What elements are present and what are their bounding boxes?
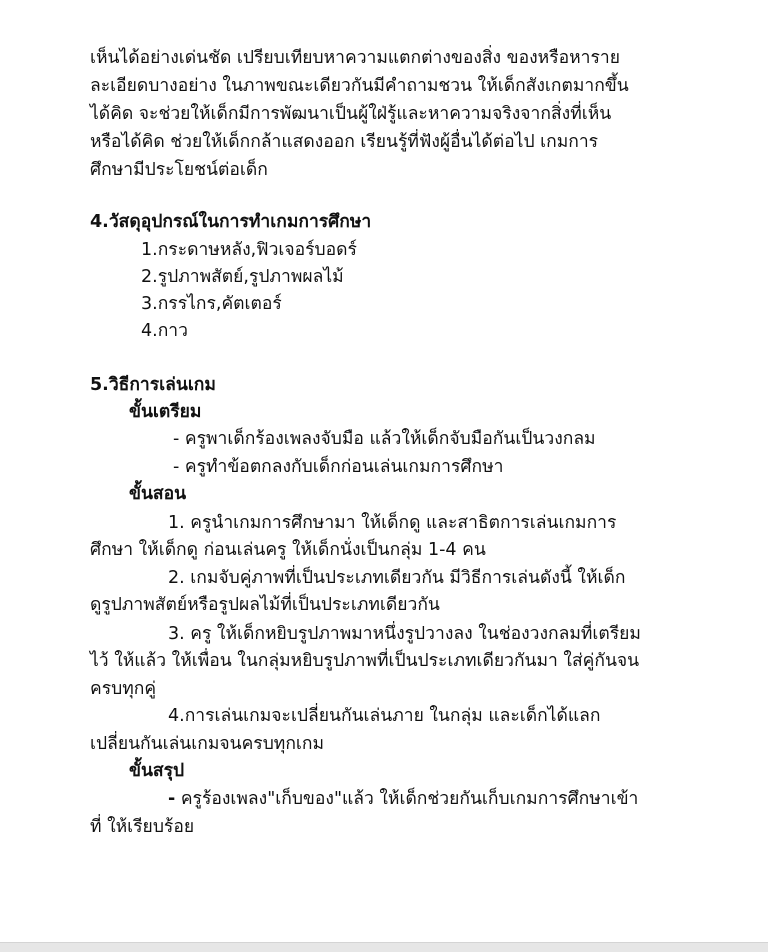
materials-item: 3.กรรไกร,คัตเตอร์	[141, 294, 282, 314]
materials-heading: 4.วัสดุอุปกรณ์ในการทำเกมการศึกษา	[90, 212, 372, 232]
steps-line: ครบทุกคู่	[90, 679, 157, 699]
summary-line	[168, 786, 638, 813]
steps-line: ไว้ ให้แล้ว ให้เพื่อน ในกลุ่มหยิบรูปภาพที่เป็นประเภทเดียวกันมา ใส่คู่กันจน	[90, 651, 640, 671]
intro-line: ศึกษามีประโยชน์ต่อเด็ก	[90, 160, 268, 180]
summary-dash: -	[168, 789, 176, 809]
materials-item: 2.รูปภาพสัตย์,รูปภาพผลไม้	[141, 267, 344, 287]
steps-line: 2. เกมจับคู่ภาพที่เป็นประเภทเดียวกัน มีวิธีการเล่นดังนี้ ให้เด็ก	[168, 568, 626, 588]
steps-line: เปลี่ยนกันเล่นเกมจนครบทุกเกม	[90, 734, 325, 754]
intro-line: เห็นได้อย่างเด่นชัด เปรียบเทียบหาความแตกต่างของสิ่ง ของหรือหาราย	[90, 48, 620, 68]
summary-text: ครูร้องเพลง"เก็บของ"แล้ว ให้เด็กช่วยกันเก็บเกมการศึกษาเข้า	[180, 789, 639, 809]
steps-label: ขั้นสอน	[129, 484, 187, 504]
steps-line: ศึกษา ให้เด็กดู ก่อนเล่นครู ให้เด็กนั่งเป็นกลุ่ม 1-4 คน	[90, 540, 486, 560]
steps-line: ดูรูปภาพสัตย์หรือรูปผลไม้ที่เป็นประเภทเดียวกัน	[90, 595, 440, 615]
summary-label: ขั้นสรุป	[129, 761, 185, 781]
howto-heading: 5.วิธีการเล่นเกม	[90, 375, 216, 395]
materials-item: 1.กระดาษหลัง,ฟิวเจอร์บอดร์	[141, 240, 357, 260]
intro-line: หรือได้คิด ช่วยให้เด็กกล้าแสดงออก เรียนรู้ที่ฟังผู้อื่นได้ต่อไป เกมการ	[90, 132, 599, 152]
intro-line: ได้คิด จะช่วยให้เด็กมีการพัฒนาเป็นผู้ใฝ่รู้และหาความจริงจากสิ่งที่เห็น	[90, 104, 612, 124]
steps-line: 1. ครูนำเกมการศึกษามา ให้เด็กดู และสาธิตการเล่นเกมการ	[168, 513, 617, 533]
intro-line: ละเอียดบางอย่าง ในภาพขณะเดียวกันมีคำถามชวน ให้เด็กสังเกตมากขึ้น	[90, 76, 629, 96]
steps-line: 3. ครู ให้เด็กหยิบรูปภาพมาหนึ่งรูปวางลง ในช่องวงกลมที่เตรียม	[168, 624, 641, 644]
prep-item: - ครูทำข้อตกลงกับเด็กก่อนเล่นเกมการศึกษา	[173, 457, 504, 477]
summary-line: ที่ ให้เรียบร้อย	[90, 817, 195, 837]
prep-label: ขั้นเตรียม	[129, 402, 202, 422]
steps-line: 4.การเล่นเกมจะเปลี่ยนกันเล่นภาย ในกลุ่ม และเด็กได้แลก	[168, 706, 601, 726]
prep-item: - ครูพาเด็กร้องเพลงจับมือ แล้วให้เด็กจับมือกันเป็นวงกลม	[173, 429, 596, 449]
materials-item: 4.กาว	[141, 321, 188, 341]
